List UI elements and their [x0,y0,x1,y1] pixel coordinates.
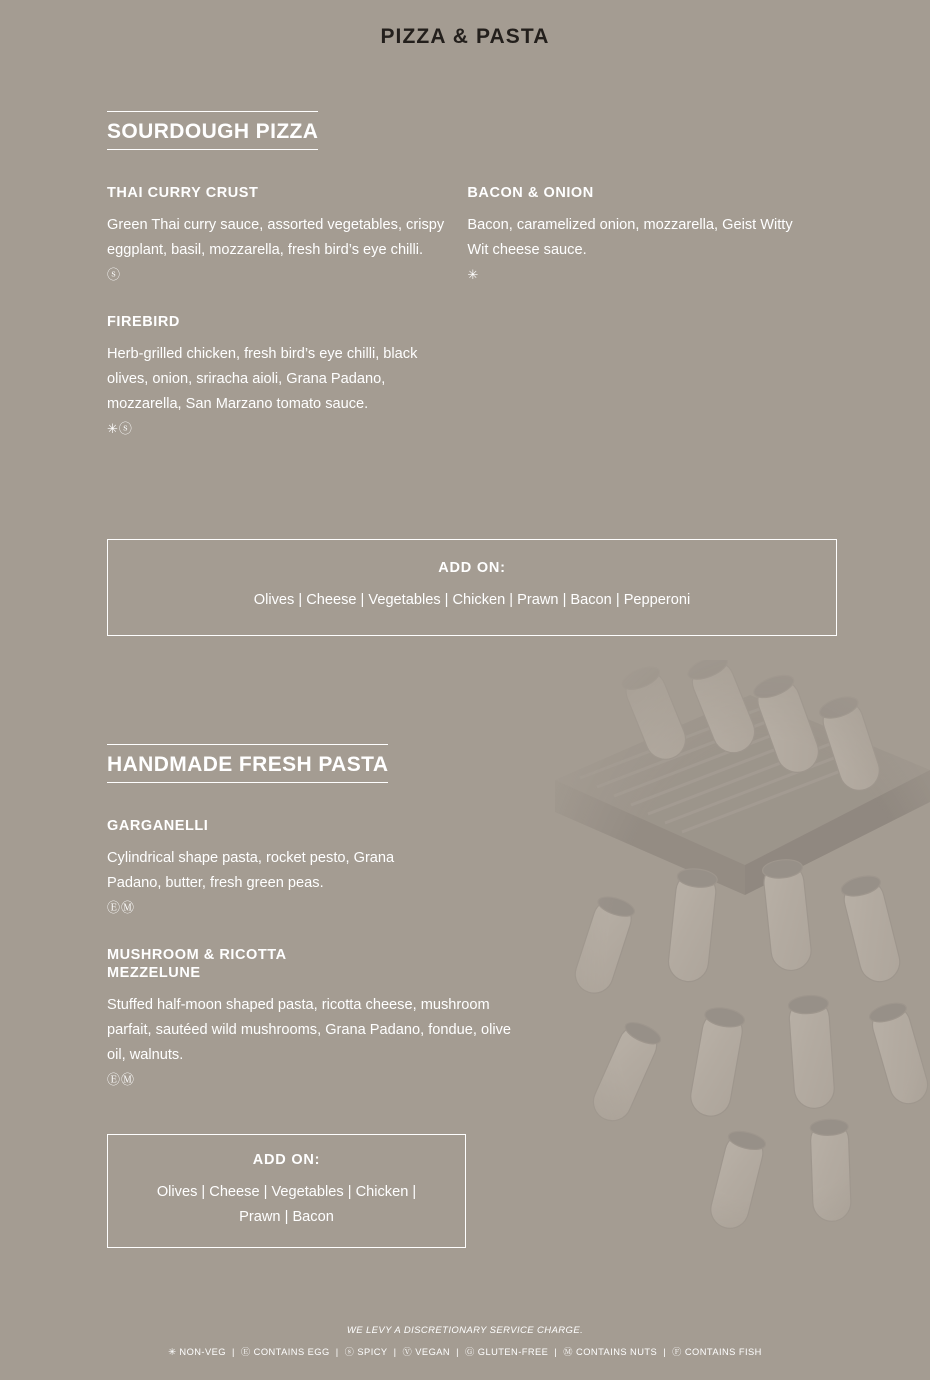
page-title: PIZZA & PASTA [380,25,550,48]
legend-entry: Ⓔ CONTAINS EGG [240,1347,330,1357]
menu-item-description: Stuffed half-moon shaped pasta, ricotta cheese, mushroom parfait, sautéed wild mushrooms, Grana Padano, fondue, olive oil, walnuts. [107,996,511,1064]
legend-entry: Ⓕ CONTAINS FISH [672,1347,762,1357]
legend-entry: ✳ NON-VEG [168,1347,226,1357]
legend-entry: Ⓖ GLUTEN-FREE [465,1347,549,1357]
legend-separator: | [453,1347,462,1357]
menu-item-name: FIREBIRD [107,313,180,330]
menu-content [0,111,930,1248]
dietary-icons: ✳ⓢ [107,421,133,437]
add-on-title: ADD ON: [438,559,506,576]
legend-separator: | [332,1347,342,1357]
menu-item-name: GARGANELLI [107,817,209,834]
menu-item [107,313,467,437]
menu-item-name: MUSHROOM & RICOTTA MEZZELUNE [107,946,287,981]
section-handmade-fresh-pasta [107,744,823,1249]
legend-separator: | [228,1347,238,1357]
add-on-items-line-1: Olives | Cheese | Vegetables | Chicken | [156,1183,417,1200]
dietary-icons: ⒺⓂ [107,1072,136,1088]
menu-item-description: Cylindrical shape pasta, rocket pesto, Grana Padano, butter, fresh green peas. [107,849,395,891]
menu-item-name: BACON & ONION [467,185,594,201]
legend-separator: | [660,1347,670,1357]
dietary-icons: ⒺⓂ [107,900,136,916]
legend-entry: Ⓥ VEGAN [402,1347,451,1357]
dietary-icons: ⓢ [107,267,122,283]
pizza-columns [107,184,823,467]
section-heading-wrapper [107,111,318,150]
menu-item-name: THAI CURRY CRUST [107,185,259,201]
dietary-legend [0,1344,930,1358]
menu-item [107,817,823,916]
legend-separator: | [551,1347,561,1357]
section-heading: HANDMADE FRESH PASTA [107,752,389,776]
add-on-items-line-2: Prawn | Bacon [239,1208,334,1225]
menu-item [107,184,467,283]
section-heading-wrapper [107,744,388,783]
menu-item [107,946,823,1088]
menu-item-description: Green Thai curry sauce, assorted vegetables, crispy eggplant, basil, mozzarella, fresh bird’s eye chilli. [107,217,445,259]
dietary-icons: ✳ [467,267,480,283]
pizza-column-right [467,184,823,467]
pizza-column-left [107,184,467,467]
pasta-add-on-box [107,1134,466,1249]
pizza-add-on-box [107,539,837,636]
legend-separator: | [390,1347,400,1357]
legend-entry: Ⓜ CONTAINS NUTS [563,1347,658,1357]
menu-item-description: Bacon, caramelized onion, mozzarella, Geist Witty Wit cheese sauce. [467,217,793,259]
legend-entry: ⓢ SPICY [344,1347,388,1357]
add-on-title: ADD ON: [252,1151,321,1168]
section-heading: SOURDOUGH PIZZA [107,120,319,143]
section-sourdough-pizza [107,111,823,636]
add-on-items [118,1180,455,1230]
page-footer [0,1325,930,1358]
menu-item [467,184,823,283]
service-charge-note: WE LEVY A DISCRETIONARY SERVICE CHARGE. [346,1325,584,1336]
menu-item-description: Herb-grilled chicken, fresh bird’s eye chilli, black olives, onion, sriracha aioli, Grana Padano, mozzarella, San Marzano tomato sauce. [107,346,418,413]
add-on-items: Olives | Cheese | Vegetables | Chicken | Prawn | Bacon | Pepperoni [253,591,691,608]
